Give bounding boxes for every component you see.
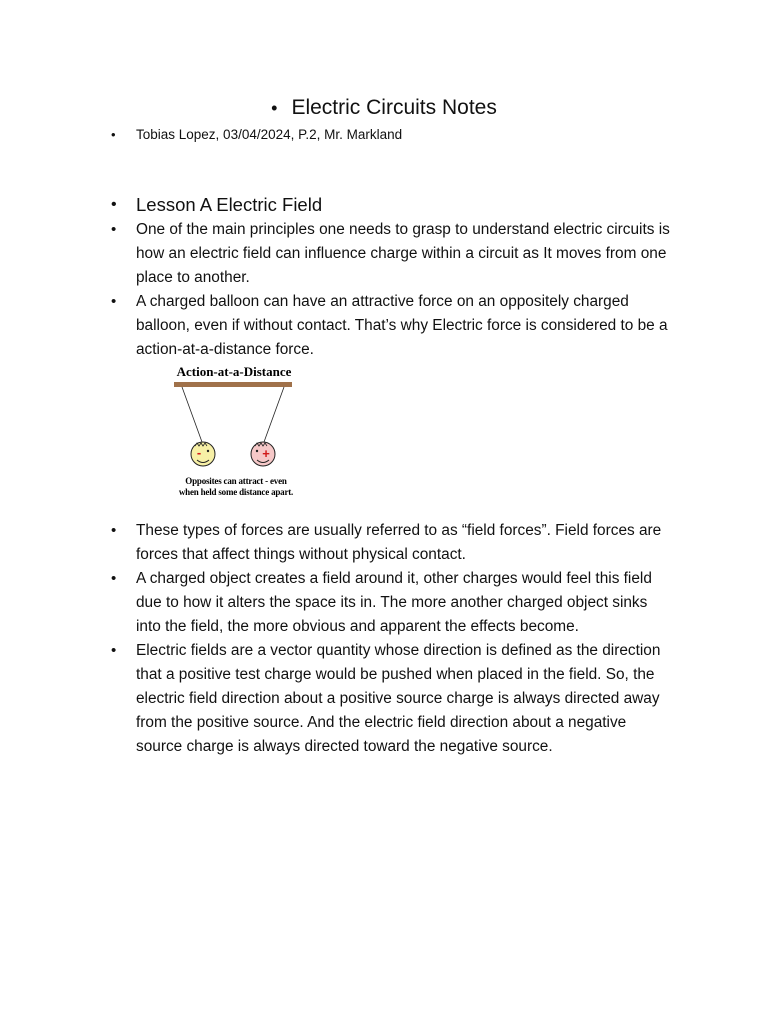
bullet-icon: • [111,221,117,238]
bullet-icon: • [111,522,117,539]
paragraph-text: One of the main principles one needs to grasp to understand electric circuits is how an electric field can influence charge within a circuit as It moves from one place to another. [136,221,670,286]
negative-charge-label: - [196,445,202,460]
bullet-icon: • [271,98,278,118]
right-string [264,387,284,442]
positive-charge-label: + [262,446,270,461]
paragraph-text: A charged object creates a field around it, other charges would feel this field due to how it alters the space its in. The more another charged object sinks into the field, the more obvious and apparent the effects become. [136,570,652,635]
list-item [0,567,768,639]
negative-balloon-icon [191,442,215,466]
support-bar [174,382,292,387]
paragraph-list-bottom [0,519,768,759]
list-item [0,218,768,290]
figure-title: Action-at-a-Distance [176,364,292,379]
positive-balloon-icon [251,442,275,466]
list-item [0,192,768,218]
figure-caption: Opposites can attract - even when held some distance apart. [178,476,294,497]
bullet-icon: • [111,570,117,587]
balloon-illustration [168,364,300,476]
paragraph-text: These types of forces are usually referred to as “field forces”. Field forces are forces that affect things without physical contact. [136,522,662,563]
paragraph-list-top [0,218,768,362]
left-string [182,387,202,442]
list-item [0,519,768,567]
meta-line: Tobias Lopez, 03/04/2024, P.2, Mr. Markland [136,127,403,142]
page-title: Electric Circuits Notes [291,96,497,119]
paragraph-text: Electric fields are a vector quantity whose direction is defined as the direction that a positive test charge would be pushed when placed in the field. So, the electric field direction about a positive source charge is always directed away from the positive source. And the electric field direction about a negative source charge is always directed toward the negative source. [136,642,661,755]
paragraph-text: A charged balloon can have an attractive force on an oppositely charged balloon, even if without contact. That’s why Electric force is considered to be a action-at-a-distance force. [136,293,668,358]
bullet-icon: • [111,642,117,659]
action-at-a-distance-figure [168,364,300,516]
bullet-icon: • [111,293,117,310]
lesson-heading: Lesson A Electric Field [136,194,323,215]
bullet-icon: • [111,127,116,142]
bullet-icon: • [111,196,117,213]
list-item [0,124,768,146]
meta-list [0,124,768,146]
lesson-list [0,192,768,218]
list-item [0,290,768,362]
title-row [0,94,768,122]
list-item [0,639,768,759]
